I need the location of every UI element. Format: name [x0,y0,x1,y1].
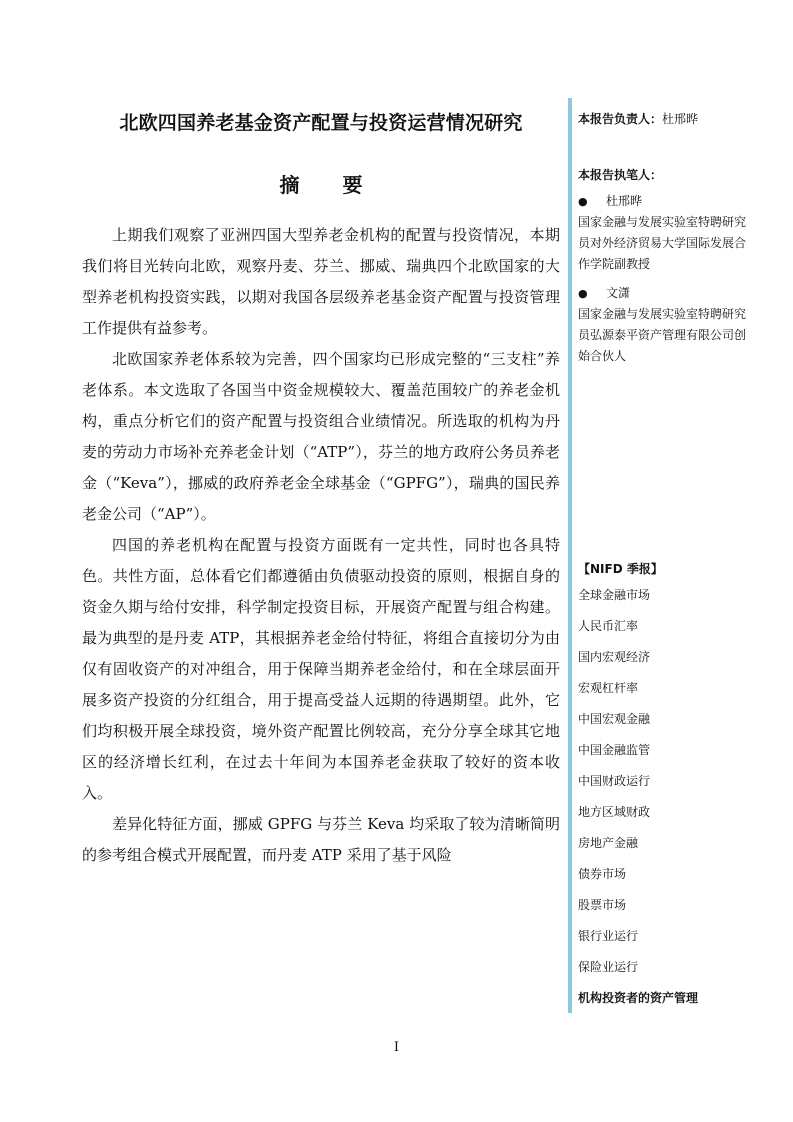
topic-item: 全球金融市场 [578,588,651,602]
writer-affiliations: 国家金融与发展实验室特聘研究员弘源泰平资产管理有限公司创始合伙人 [578,307,747,363]
topic-item: 中国宏观金融 [578,712,651,726]
responsible-person [578,108,748,130]
nifd-quarterly-label: 【NIFD 季报】 [578,562,663,576]
topic-list [578,584,748,1018]
topic-item: 宏观杠杆率 [578,681,639,695]
paragraph: 差异化特征方面，挪威 GPFG 与芬兰 Keva 均采取了较为清晰简明的参考组合模式开展配置，而丹麦 ATP 采用了基于风险 [82,815,560,864]
topic-item: 保险业运行 [578,960,639,974]
abstract-body [82,220,560,871]
writer-entry [578,191,748,212]
main-content [82,108,560,871]
paragraph: 上期我们观察了亚洲四国大型养老金机构的配置与投资情况，本期我们将目光转向北欧，观察丹麦、芬兰、挪威、瑞典四个北欧国家的大型养老机构投资实践，以期对我国各层级养老基金资产配置与投资管理工作提供有益参考。 [82,226,560,337]
topic-item: 人民币汇率 [578,619,639,633]
paragraph: 四国的养老机构在配置与投资方面既有一定共性，同时也各具特色。共性方面，总体看它们都遵循由负债驱动投资的原则，根据自身的资金久期与给付安排，科学制定投资目标，开展资产配置与组合构建。最为典型的是丹麦 ATP，其根据养老金给付特征，将组合直接切分为由仅有固收资产的对冲组合，用于保障当期养老金给付，和在全球层面开展多资产投资的分红组合，用于提高受益人远期的待遇期望。此外，它们均积极开展全球投资，境外资产配置比例较高，充分分享全球其它地区的经济增长红利，在过去十年间为本国养老金获取了较好的资本收入。 [82,536,560,802]
abstract-heading: 摘 要 [279,173,381,197]
topic-item: 中国财政运行 [578,774,651,788]
bullet-icon: ● [578,195,588,208]
topic-item: 国内宏观经济 [578,650,651,664]
page-number: I [393,1040,400,1055]
topic-item-current: 机构投资者的资产管理 [578,991,699,1005]
topic-item: 中国金融监管 [578,743,651,757]
writer-name: 文潇 [606,286,631,300]
bullet-icon: ● [578,287,588,300]
sidebar [568,98,748,1013]
topic-item: 银行业运行 [578,929,639,943]
paragraph: 北欧国家养老体系较为完善，四个国家均已形成完整的“三支柱”养老体系。本文选取了各国当中资金规模较大、覆盖范围较广的养老金机构，重点分析它们的资产配置与投资组合业绩情况。所选取的机构为丹麦的劳动力市场补充养老金计划（“ATP”），芬兰的地方政府公务员养老金（“Keva”），挪威的政府养老金全球基金（“GPFG”），瑞典的国民养老金公司（“AP”）。 [82,350,560,523]
writer-entry [578,283,748,304]
writers-label: 本报告执笔人： [578,168,663,182]
writer-affiliations: 国家金融与发展实验室特聘研究员对外经济贸易大学国际发展合作学院副教授 [578,215,747,271]
topic-item: 房地产金融 [578,836,639,850]
writer-name: 杜邢晔 [606,194,643,208]
topic-item: 地方区域财政 [578,805,651,819]
report-title: 北欧四国养老基金资产配置与投资运营情况研究 [119,112,523,134]
responsible-label: 本报告负责人： [578,112,663,126]
responsible-name: 杜邢晔 [662,112,699,126]
topic-item: 股票市场 [578,898,627,912]
topic-item: 债券市场 [578,867,627,881]
